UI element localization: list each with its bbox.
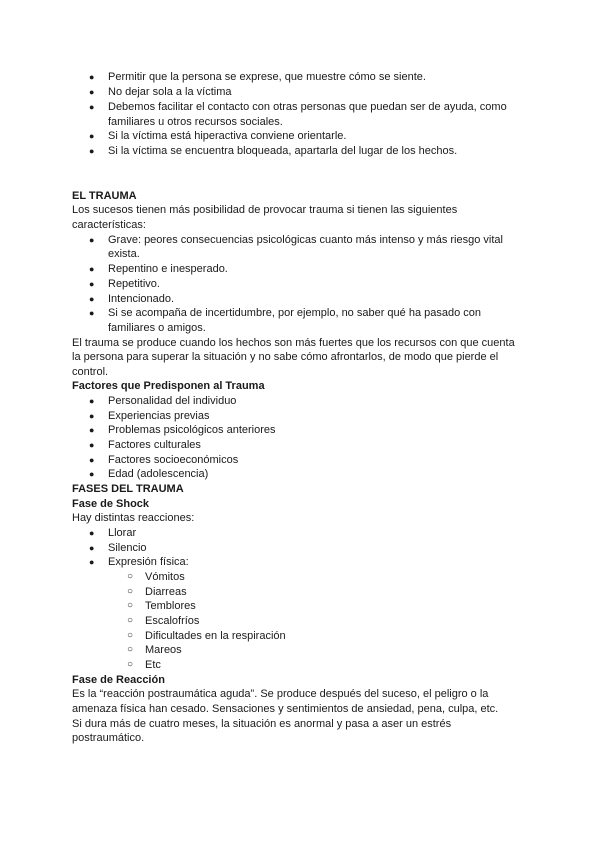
sub-list-item: Temblores bbox=[145, 600, 196, 612]
sub-bullet-icon: ○ bbox=[127, 600, 134, 611]
bullet-icon: ● bbox=[89, 396, 95, 406]
bullet-icon: ● bbox=[89, 469, 95, 479]
sub-bullet-icon: ○ bbox=[127, 644, 134, 655]
list-item: Factores socioeconómicos bbox=[108, 454, 239, 466]
bullet-icon: ● bbox=[89, 425, 95, 435]
section-heading-phases: FASES DEL TRAUMA bbox=[72, 483, 184, 495]
list-item: Factores culturales bbox=[108, 439, 201, 451]
bullet-icon: ● bbox=[89, 87, 95, 97]
list-item-continuation: exista. bbox=[108, 248, 140, 260]
paragraph-line: Es la “reacción postraumática aguda”. Se produce después del suceso, el peligro o la bbox=[72, 688, 489, 700]
list-item: Permitir que la persona se exprese, que muestre cómo se siente. bbox=[108, 71, 426, 83]
list-item: Debemos facilitar el contacto con otras personas que puedan ser de ayuda, como bbox=[108, 101, 507, 113]
bullet-icon: ● bbox=[89, 131, 95, 141]
list-item-continuation: familiares o amigos. bbox=[108, 322, 206, 334]
bullet-icon: ● bbox=[89, 102, 95, 112]
bullet-icon: ● bbox=[89, 411, 95, 421]
paragraph-line: amenaza física han cesado. Sensaciones y sentimientos de ansiedad, pena, culpa, etc. bbox=[72, 703, 499, 715]
list-item: Repetitivo. bbox=[108, 278, 160, 290]
list-item: Llorar bbox=[108, 527, 137, 539]
bullet-icon: ● bbox=[89, 543, 95, 553]
subsection-heading-reaction: Fase de Reacción bbox=[72, 674, 165, 686]
list-item: Intencionado. bbox=[108, 293, 175, 305]
bullet-icon: ● bbox=[89, 528, 95, 538]
bullet-icon: ● bbox=[89, 557, 95, 567]
bullet-icon: ● bbox=[89, 72, 95, 82]
list-item: Si la víctima se encuentra bloqueada, apartarla del lugar de los hechos. bbox=[108, 145, 458, 157]
list-item: Grave: peores consecuencias psicológicas cuanto más intenso y más riesgo vital bbox=[108, 234, 503, 246]
sub-bullet-icon: ○ bbox=[127, 571, 134, 582]
paragraph-line: El trauma se produce cuando los hechos son más fuertes que los recursos con que cuenta bbox=[72, 337, 515, 349]
sub-bullet-icon: ○ bbox=[127, 630, 134, 641]
sub-bullet-icon: ○ bbox=[127, 586, 134, 597]
sub-bullet-icon: ○ bbox=[127, 659, 134, 670]
list-item-continuation: familiares u otros recursos sociales. bbox=[108, 116, 283, 128]
paragraph-line: la persona para superar la situación y no sabe cómo afrontarlos, de modo que pierde el bbox=[72, 351, 499, 363]
sub-list-item: Diarreas bbox=[145, 586, 187, 598]
paragraph-line: postraumático. bbox=[72, 732, 145, 744]
paragraph-line: Los sucesos tienen más posibilidad de provocar trauma si tienen las siguientes bbox=[72, 204, 458, 216]
list-item: Problemas psicológicos anteriores bbox=[108, 424, 276, 436]
bullet-icon: ● bbox=[89, 146, 95, 156]
list-item: Experiencias previas bbox=[108, 410, 210, 422]
paragraph-line: Hay distintas reacciones: bbox=[72, 512, 195, 524]
list-item: Expresión física: bbox=[108, 556, 189, 568]
bullet-icon: ● bbox=[89, 294, 95, 304]
bullet-icon: ● bbox=[89, 455, 95, 465]
list-item: Repentino e inesperado. bbox=[108, 263, 228, 275]
paragraph-line: Si dura más de cuatro meses, la situación es anormal y pasa a aser un estrés bbox=[72, 718, 452, 730]
section-heading-factors: Factores que Predisponen al Trauma bbox=[72, 380, 265, 392]
bullet-icon: ● bbox=[89, 235, 95, 245]
sub-list-item: Dificultades en la respiración bbox=[145, 630, 286, 642]
bullet-icon: ● bbox=[89, 264, 95, 274]
sub-list-item: Etc bbox=[145, 659, 161, 671]
bullet-icon: ● bbox=[89, 440, 95, 450]
bullet-icon: ● bbox=[89, 279, 95, 289]
list-item: No dejar sola a la víctima bbox=[108, 86, 232, 98]
sub-list-item: Mareos bbox=[145, 644, 182, 656]
bullet-icon: ● bbox=[89, 308, 95, 318]
sub-list-item: Escalofríos bbox=[145, 615, 200, 627]
list-item: Edad (adolescencia) bbox=[108, 468, 209, 480]
list-item: Personalidad del individuo bbox=[108, 395, 237, 407]
list-item: Si la víctima está hiperactiva conviene orientarle. bbox=[108, 130, 347, 142]
paragraph-line: control. bbox=[72, 366, 109, 378]
subsection-heading-shock: Fase de Shock bbox=[72, 498, 150, 510]
section-heading-trauma: EL TRAUMA bbox=[72, 190, 137, 202]
paragraph-line: características: bbox=[72, 219, 146, 231]
list-item: Silencio bbox=[108, 542, 147, 554]
sub-bullet-icon: ○ bbox=[127, 615, 134, 626]
list-item: Si se acompaña de incertidumbre, por ejemplo, no saber qué ha pasado con bbox=[108, 307, 482, 319]
sub-list-item: Vómitos bbox=[145, 571, 185, 583]
